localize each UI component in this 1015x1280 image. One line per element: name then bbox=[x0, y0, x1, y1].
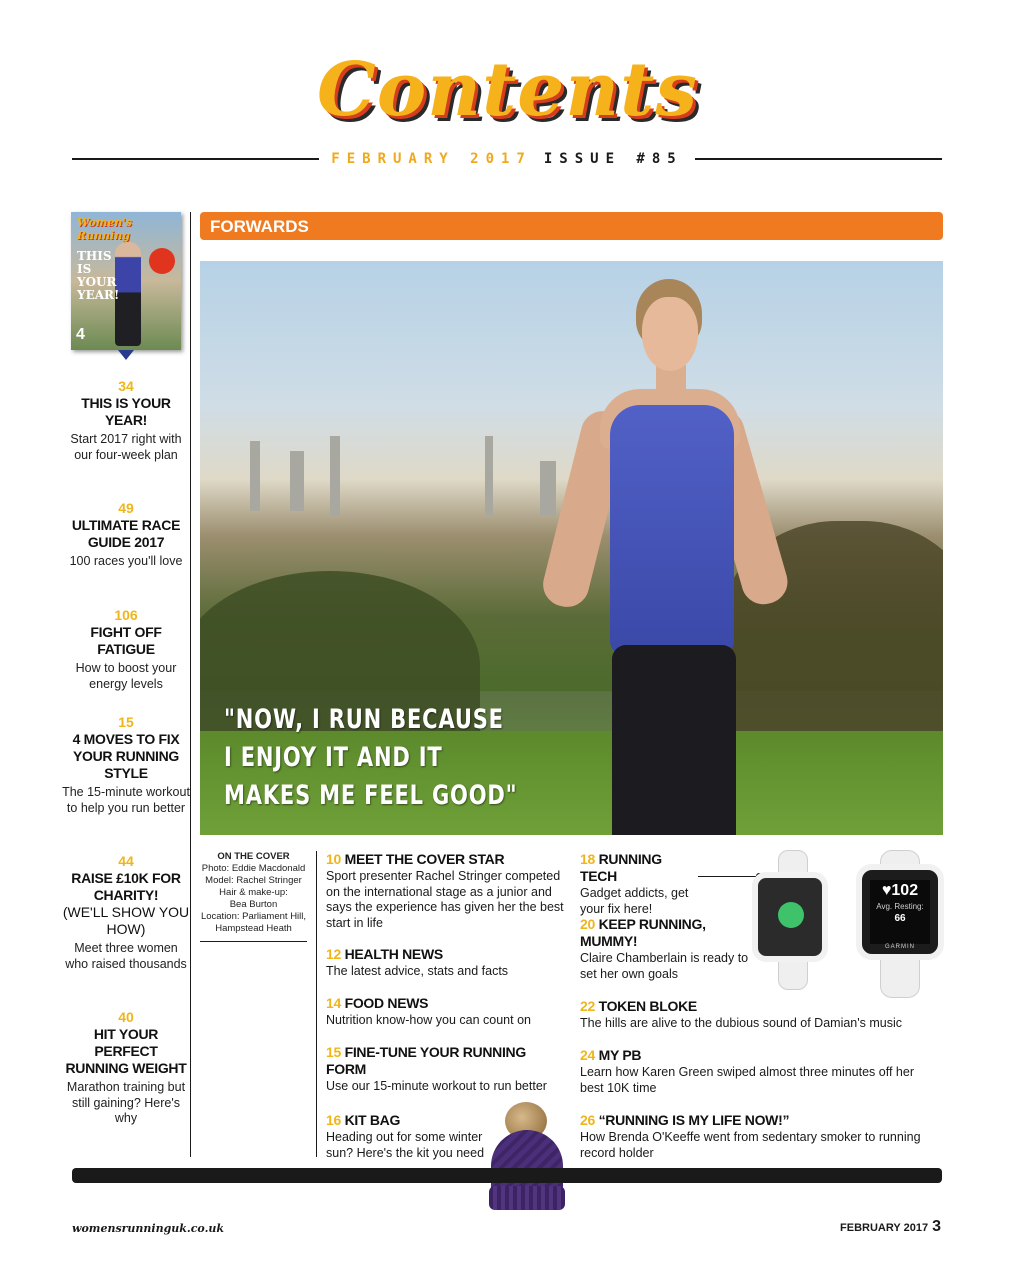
watch-screen bbox=[870, 880, 930, 944]
section-bar bbox=[200, 212, 943, 240]
article-title: KIT BAG bbox=[344, 1112, 401, 1128]
article-title: “RUNNING IS MY LIFE NOW!” bbox=[598, 1112, 790, 1128]
skyline-building bbox=[330, 436, 340, 516]
sidebar-item-subheading: (WE'LL SHOW YOU HOW) bbox=[62, 904, 190, 937]
article-desc: Nutrition know-how you can count on bbox=[326, 1013, 531, 1027]
article-page: 14 bbox=[326, 995, 341, 1011]
pull-quote-line: "NOW, I RUN BECAUSE bbox=[224, 704, 504, 735]
figure-tank-top bbox=[610, 405, 734, 655]
sidebar bbox=[62, 212, 190, 1157]
article-item[interactable] bbox=[326, 851, 566, 931]
footer-date: FEBRUARY 2017 bbox=[840, 1222, 929, 1234]
beanie-hat-icon bbox=[489, 1102, 565, 1210]
article-desc: Sport presenter Rachel Stringer competed on the international stage as a junior and says the experience has given her the best start in life bbox=[326, 869, 564, 930]
article-item[interactable] bbox=[580, 916, 755, 982]
column-divider bbox=[316, 851, 317, 1157]
section-label: FORWARDS bbox=[210, 217, 309, 236]
figure-face bbox=[642, 297, 698, 371]
skyline-building bbox=[290, 451, 304, 511]
article-page: 20 bbox=[580, 916, 595, 932]
article-item[interactable] bbox=[326, 946, 566, 980]
sidebar-item-heading: HIT YOUR PERFECT RUNNING WEIGHT bbox=[65, 1026, 187, 1076]
article-desc: Claire Chamberlain is ready to set her own goals bbox=[580, 951, 749, 981]
cover-headline: THIS IS YOUR YEAR! bbox=[77, 249, 120, 302]
sidebar-item-page: 49 bbox=[118, 500, 134, 516]
sidebar-item-desc: The 15-minute workout to help you run better bbox=[62, 785, 190, 815]
credits-title: ON THE COVER bbox=[217, 851, 290, 862]
credits-line: Hair & make-up: bbox=[219, 887, 288, 898]
credits-rule bbox=[200, 941, 307, 942]
article-page: 18 bbox=[580, 851, 595, 867]
figure-leggings bbox=[612, 645, 736, 835]
article-item[interactable] bbox=[580, 1047, 940, 1096]
article-item[interactable] bbox=[326, 1044, 566, 1095]
sidebar-item-heading: RAISE £10K FOR CHARITY! bbox=[71, 870, 181, 903]
rule-line-left bbox=[72, 158, 319, 160]
article-page: 24 bbox=[580, 1047, 595, 1063]
article-title: KEEP RUNNING, MUMMY! bbox=[580, 916, 706, 949]
sidebar-item-desc: Marathon training but still gaining? Here's why bbox=[66, 1080, 186, 1125]
article-page: 22 bbox=[580, 998, 595, 1014]
page-number: 3 bbox=[932, 1218, 941, 1235]
cover-star-figure bbox=[552, 279, 772, 835]
article-page: 16 bbox=[326, 1112, 341, 1128]
sidebar-item[interactable] bbox=[62, 853, 190, 972]
credits-line: Hampstead Heath bbox=[215, 923, 292, 934]
garmin-watch-icon bbox=[748, 850, 948, 1000]
credits-line: Location: Parliament Hill, bbox=[200, 911, 307, 922]
sidebar-item-page: 44 bbox=[118, 853, 134, 869]
article-desc: Gadget addicts, get your fix here! bbox=[580, 886, 689, 916]
figure-neck bbox=[656, 365, 686, 405]
issue-number: ISSUE #85 bbox=[543, 151, 683, 167]
watch-brand: GARMIN bbox=[885, 944, 915, 950]
article-page: 26 bbox=[580, 1112, 595, 1128]
credits-line: Bea Burton bbox=[229, 899, 278, 910]
article-page: 15 bbox=[326, 1044, 341, 1060]
article-item[interactable] bbox=[580, 998, 940, 1032]
watch-face bbox=[856, 864, 944, 960]
issue-info bbox=[319, 151, 694, 167]
sidebar-divider bbox=[190, 212, 191, 1157]
article-desc: The latest advice, stats and facts bbox=[326, 964, 509, 978]
beanie-cuff bbox=[489, 1186, 565, 1210]
article-page: 10 bbox=[326, 851, 341, 867]
sidebar-item[interactable] bbox=[62, 1009, 190, 1127]
watch-back bbox=[752, 872, 828, 962]
pull-quote-line: I ENJOY IT AND IT bbox=[224, 742, 443, 773]
masthead bbox=[0, 40, 1015, 140]
skyline-building bbox=[485, 436, 493, 516]
article-item[interactable] bbox=[326, 995, 566, 1029]
article-desc: The hills are alive to the dubious sound of Damian's music bbox=[580, 1016, 902, 1030]
watch-label: Avg. Resting: bbox=[876, 902, 924, 911]
article-title: FINE-TUNE YOUR RUNNING FORM bbox=[326, 1044, 526, 1077]
cover-number: 4 bbox=[76, 326, 85, 343]
page-title: Contents bbox=[317, 47, 698, 133]
sidebar-item-page: 106 bbox=[114, 607, 138, 623]
article-title: MY PB bbox=[598, 1047, 642, 1063]
triangle-pointer-icon bbox=[118, 350, 134, 360]
cover-badge bbox=[149, 248, 175, 274]
article-item[interactable] bbox=[580, 851, 700, 917]
sidebar-item-heading: FIGHT OFF FATIGUE bbox=[90, 624, 162, 657]
article-title: RUNNING TECH bbox=[580, 851, 662, 884]
credits-line: Photo: Eddie Macdonald bbox=[201, 863, 306, 874]
article-title: MEET THE COVER STAR bbox=[344, 851, 505, 867]
sidebar-item-heading: ULTIMATE RACE GUIDE 2017 bbox=[71, 517, 181, 550]
bottom-bar bbox=[72, 1168, 942, 1183]
heart-sensor-icon bbox=[778, 902, 804, 928]
sidebar-item-page: 34 bbox=[118, 378, 134, 394]
footer-website[interactable]: womensrunninguk.co.uk bbox=[72, 1222, 225, 1235]
article-item[interactable] bbox=[580, 1112, 942, 1161]
sidebar-item[interactable] bbox=[62, 607, 190, 692]
sidebar-item-desc: 100 races you'll love bbox=[69, 554, 183, 568]
footer-folio bbox=[840, 1218, 941, 1236]
cover-thumbnail[interactable] bbox=[71, 212, 181, 350]
sidebar-item-heading: 4 MOVES TO FIX YOUR RUNNING STYLE bbox=[72, 731, 180, 781]
article-title: TOKEN BLOKE bbox=[598, 998, 697, 1014]
cover-credits bbox=[200, 851, 307, 935]
issue-month: FEBRUARY 2017 bbox=[331, 151, 532, 167]
watch-value: 66 bbox=[894, 913, 906, 924]
article-desc: Learn how Karen Green swiped almost three minutes off her best 10K time bbox=[580, 1065, 914, 1095]
article-desc: Use our 15-minute workout to run better bbox=[326, 1079, 547, 1093]
article-item[interactable] bbox=[326, 1112, 506, 1161]
sidebar-item-page: 40 bbox=[118, 1009, 134, 1025]
skyline-building bbox=[250, 441, 260, 511]
credits-line: Model: Rachel Stringer bbox=[205, 875, 302, 886]
sidebar-item-desc: How to boost your energy levels bbox=[75, 661, 177, 691]
sidebar-item-desc: Start 2017 right with our four-week plan bbox=[70, 432, 182, 462]
watch-bpm: ♥102 bbox=[881, 882, 919, 899]
article-title: FOOD NEWS bbox=[344, 995, 429, 1011]
cover-logo: Women's Running bbox=[77, 216, 132, 242]
article-desc: Heading out for some winter sun? Here's the kit you need bbox=[326, 1130, 485, 1160]
article-title: HEALTH NEWS bbox=[344, 946, 443, 962]
sidebar-item[interactable] bbox=[62, 378, 190, 463]
sidebar-item-desc: Meet three women who raised thousands bbox=[65, 941, 187, 971]
hero-photo bbox=[200, 261, 943, 835]
issue-rule bbox=[72, 148, 942, 170]
article-page: 12 bbox=[326, 946, 341, 962]
sidebar-item[interactable] bbox=[62, 714, 190, 816]
sidebar-item[interactable] bbox=[62, 500, 190, 570]
rule-line-right bbox=[695, 158, 942, 160]
pull-quote bbox=[224, 701, 518, 815]
pull-quote-line: MAKES ME FEEL GOOD" bbox=[224, 780, 518, 811]
sidebar-item-page: 15 bbox=[118, 714, 134, 730]
sidebar-item-heading: THIS IS YOUR YEAR! bbox=[81, 395, 171, 428]
article-desc: How Brenda O'Keeffe went from sedentary smoker to running record holder bbox=[580, 1130, 921, 1160]
